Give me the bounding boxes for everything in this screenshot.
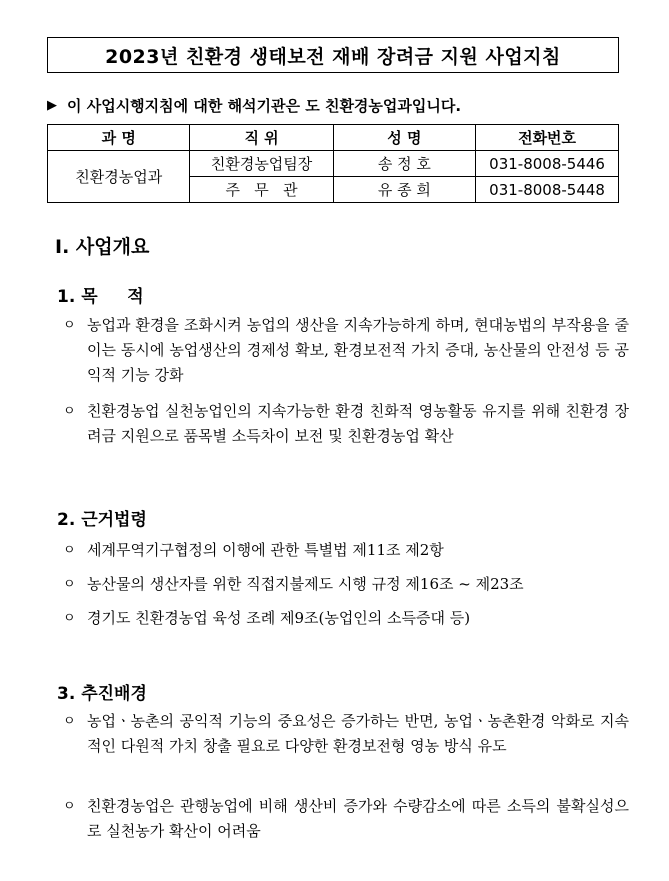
legal-item-1: 세계무역기구협정의 이행에 관한 특별법 제11조 제2항 (87, 541, 444, 559)
bullet-icon: ㅇ (63, 318, 76, 333)
purpose-item-2: 친환경농업 실천농업인의 지속가능한 환경 친화적 영농활동 유지를 위해 친환경 장려금 지원으로 품목별 소득차이 보전 및 친환경농업 확산 (87, 402, 629, 445)
phone-cell: 031-8008-5448 (476, 177, 619, 203)
header-name: 성 명 (333, 125, 475, 151)
bullet-icon: ㅇ (63, 714, 76, 729)
bullet-icon: ㅇ (63, 577, 76, 592)
triangle-marker-icon: ▶ (47, 98, 57, 113)
list-item (63, 606, 629, 631)
notice-line (47, 95, 461, 116)
name-cell: 유 종 희 (333, 177, 475, 203)
bullet-icon: ㅇ (63, 799, 76, 814)
background-item-2: 친환경농업은 관행농업에 비해 생산비 증가와 수량감소에 따른 소득의 불확실성으로 실천농가 확산이 어려움 (87, 797, 629, 840)
legal-item-2: 농산물의 생산자를 위한 직접지불제도 시행 규정 제16조 ~ 제23조 (87, 575, 524, 593)
name-cell: 송 정 호 (333, 151, 475, 177)
position-cell: 주 무 관 (190, 177, 333, 203)
header-phone: 전화번호 (476, 125, 619, 151)
contact-table-header (48, 125, 619, 151)
header-department: 과 명 (48, 125, 190, 151)
legal-item-3: 경기도 친환경농업 육성 조례 제9조(농업인의 소득증대 등) (87, 609, 471, 627)
list-item (63, 538, 629, 563)
department-cell: 친환경농업과 (48, 151, 190, 203)
position-cell: 친환경농업팀장 (190, 151, 333, 177)
purpose-heading: 1. 목 적 (57, 287, 144, 307)
list-item (63, 709, 629, 759)
list-item (63, 313, 629, 388)
bullet-icon: ㅇ (63, 611, 76, 626)
document-title: 2023년 친환경 생태보전 재배 장려금 지원 사업지침 (47, 37, 619, 73)
list-item (63, 572, 629, 597)
bullet-icon: ㅇ (63, 543, 76, 558)
list-item (63, 399, 629, 449)
list-item (63, 794, 629, 844)
background-item-1: 농업ㆍ농촌의 공익적 기능의 중요성은 증가하는 반면, 농업ㆍ농촌환경 악화로 지속적인 다원적 가치 창출 필요로 다양한 환경보전형 영농 방식 유도 (87, 712, 629, 755)
purpose-item-1: 농업과 환경을 조화시켜 농업의 생산을 지속가능하게 하며, 현대농법의 부작용을 줄이는 동시에 농업생산의 경제성 확보, 환경보전적 가치 증대, 농산물의 안전성 등 공익적 기능 강화 (87, 316, 629, 384)
table-row (48, 151, 619, 177)
background-heading: 3. 추진배경 (57, 684, 147, 704)
contact-table (47, 124, 619, 203)
bullet-icon: ㅇ (63, 404, 76, 419)
notice-text: 이 사업시행지침에 대한 해석기관은 도 친환경농업과입니다. (67, 97, 462, 115)
phone-cell: 031-8008-5446 (476, 151, 619, 177)
section-title: Ⅰ. 사업개요 (55, 236, 150, 258)
legal-heading: 2. 근거법령 (57, 510, 147, 530)
header-position: 직 위 (190, 125, 333, 151)
